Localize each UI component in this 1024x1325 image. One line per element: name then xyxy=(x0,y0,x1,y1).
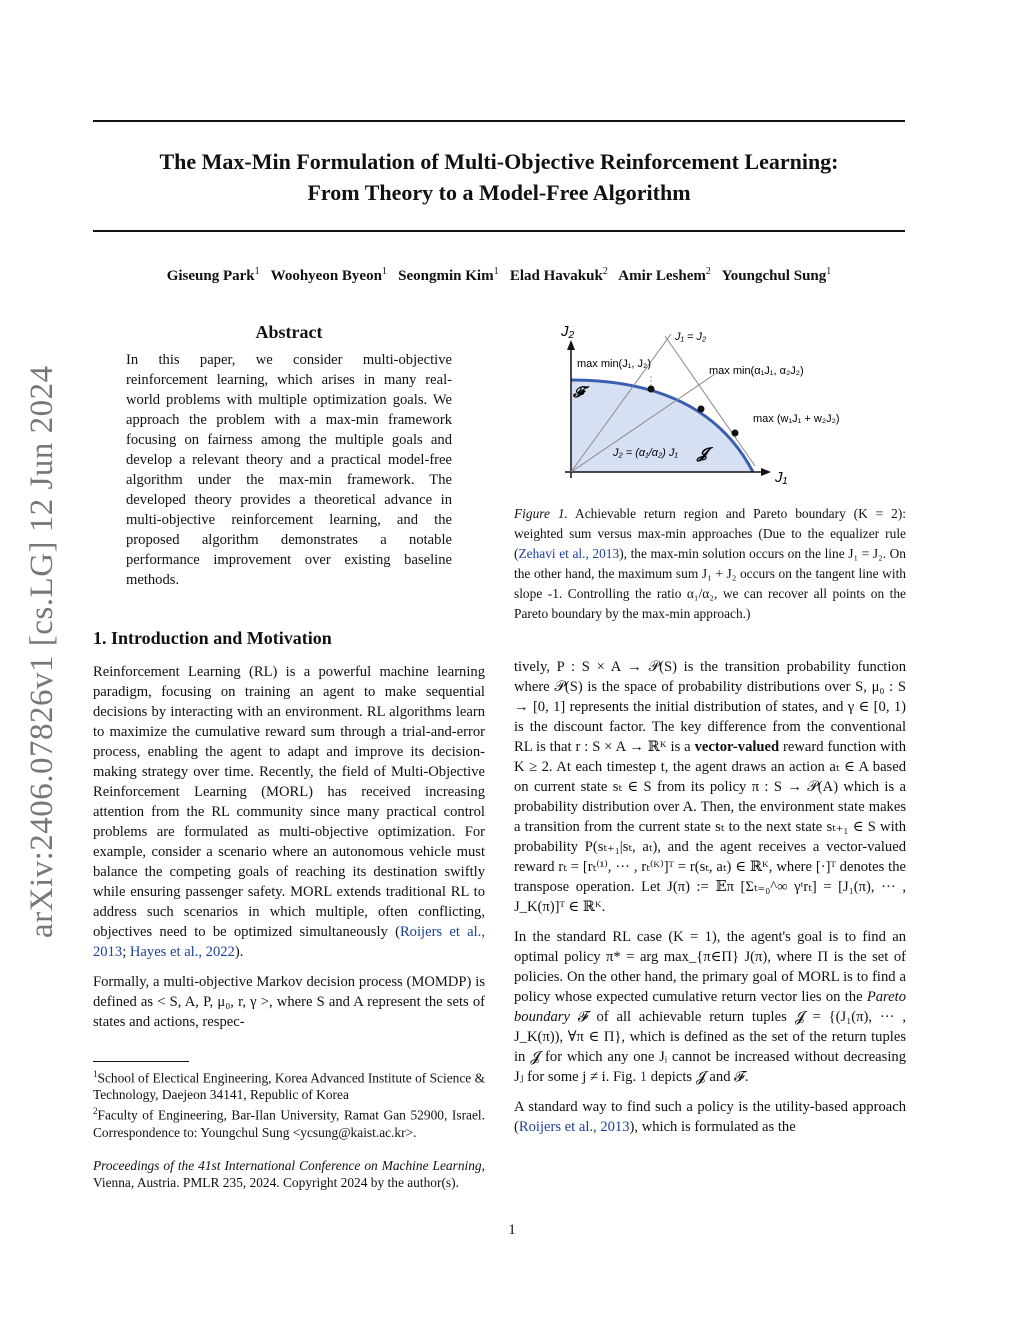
citation-link[interactable]: Hayes et al., 2022 xyxy=(129,944,235,960)
page-number: 1 xyxy=(508,1222,516,1238)
paper-title xyxy=(93,146,905,208)
title-line-1: The Max-Min Formulation of Multi-Objective Reinforcement Learning: xyxy=(159,149,839,174)
figure-reference-link[interactable]: 1 xyxy=(639,1069,648,1085)
author: Woohyeon Byeon$^1$ xyxy=(270,266,387,284)
figure-pareto-boundary xyxy=(555,318,855,493)
left-column-body xyxy=(93,662,485,1032)
return-region-label: 𝓙 xyxy=(697,445,708,462)
footnote-1: $^1$School of Electical Engineering, Korea Advanced Institute of Science & Technology, Daejeon 34141, Republic of Korea xyxy=(93,1069,485,1103)
footnotes xyxy=(93,1066,485,1191)
author-list xyxy=(93,266,905,285)
footnote-2: $^2$Faculty of Engineering, Bar-Ilan University, Ramat Gan 52900, Israel. Correspondence to: Youngchul Sung <ycsung@kaist.ac.kr>. xyxy=(93,1106,485,1140)
ratio-line-label: J₂ = (α₁/α₂) J₁ xyxy=(613,447,678,459)
caption-label: Figure 1. xyxy=(514,506,568,521)
maxmin-label: max min(J₁, J₂) xyxy=(577,358,651,370)
y-axis-label: J₂ xyxy=(561,323,575,340)
proceedings-note: Proceedings of the 41st International Conference on Machine Learning, Vienna, Austria. PMLR 235, 2024. Copyright 2024 by the author(s). xyxy=(93,1157,485,1190)
weighted-sum-point xyxy=(732,430,739,437)
pareto-region-label: 𝓕 xyxy=(573,384,585,401)
title-bottom-rule xyxy=(93,230,905,232)
intro-paragraph-1: Reinforcement Learning (RL) is a powerful machine learning paradigm, focusing on training an agent to make sequential decisions by interacting with an environment. RL algorithms learn to maximize the cumulative reward sum through a trial-and-error process, enabling the agent to adapt and improve its decision-making strategy over time. Recently, the field of Multi-Objective Reinforcement Learning (MORL) has received increasing attention from the RL community since many practical control problems are formulated as multi-objective optimization. For example, consider a scenario where an autonomous vehicle must balance the competing goals of reaching its destination swiftly while ensuring passenger safety. MORL extends traditional RL to address such scenarios in which multiple, often conflicting, objectives need to be optimized simultaneously (Roijers et al., 2013; Hayes et al., 2022). xyxy=(93,664,485,960)
x-axis-arrow xyxy=(761,468,771,476)
weighted-maxmin-label: max min(α₁J₁, α₂J₂) xyxy=(709,365,804,377)
right-paragraph-3: A standard way to find such a policy is the utility-based approach (Roijers et al., 2013), which is formulated as the xyxy=(514,1099,906,1135)
figure-caption: Figure 1. Achievable return region and Pareto boundary (K = 2): weighted sum versus max-min approaches (Due to the equalizer rule (Zehavi et al., 2013), the max-min solution occurs on the line J₁ = J₂. On the other hand, the maximum sum J₁ + J₂ occurs on the tangent line with slope -1. Controlling the ratio α₁/α₂, we can recover all points on the Pareto boundary by the max-min approach.) xyxy=(514,506,906,621)
maxmin-point xyxy=(648,386,655,393)
section-heading: 1. Introduction and Motivation xyxy=(93,628,332,648)
equal-line-label: J₁ = J₂ xyxy=(675,331,707,343)
author: Seongmin Kim$^1$ xyxy=(398,266,499,284)
abstract-text: In this paper, we consider multi-objective reinforcement learning, which arises in many real-world problems with multiple optimization goals. We approach the problem with a max-min framework focusing on fairness among the multiple goals and develop a relevant theory and a practical model-free algorithm under the max-min framework. The developed theory provides a theoretical advance in multi-objective reinforcement learning, and the proposed algorithm demonstrates a notable performance improvement over existing baseline methods. xyxy=(126,352,452,588)
right-paragraph-1: tively, P : S × A → 𝒫(S) is the transition probability function where 𝒫(S) is the space of probability distributions over S, μ₀ : S → [0, 1] represents the initial distribution of states, and γ ∈ [0, 1) is the discount factor. The key difference from the conventional RL is that r : S × A → ℝᴷ is a vector-valued reward function with K ≥ 2. At each timestep t, the agent draws an action aₜ ∈ A based on current state sₜ ∈ S from its policy π : S → 𝒫(A) which is a probability distribution over A. Then, the environment state makes a transition from the current state sₜ to the next state sₜ₊₁ ∈ S with probability P(sₜ₊₁|sₜ, aₜ), and the agent receives a vector-valued reward rₜ = [rₜ⁽¹⁾, ··· , rₜ⁽ᴷ⁾]ᵀ = r(sₜ, aₜ) ∈ ℝᴷ, where [·]ᵀ denotes the transpose operation. Let J(π) := 𝔼π [Σₜ₌₀^∞ γᵗrₜ] = [J₁(π), ··· , J_K(π)]ᵀ ∈ ℝᴷ. xyxy=(514,659,906,915)
x-axis-label: J₁ xyxy=(775,469,788,486)
author: Amir Leshem$^2$ xyxy=(618,266,711,284)
author: Elad Havakuk$^2$ xyxy=(509,266,608,284)
y-axis-arrow xyxy=(567,340,575,350)
right-paragraph-2: In the standard RL case (K = 1), the agent's goal is to find an optimal policy π* = arg max_{π∈Π} J(π), where Π is the set of policies. On the other hand, the primary goal of MORL is to find a policy whose expected cumulative return vector lies on the Pareto boundary 𝓕 of all achievable return tuples 𝓙 = {(J₁(π), ··· , J_K(π)), ∀π ∈ Π}, which is defined as the set of the return tuples in 𝓙 for which any one Jᵢ cannot be increased without decreasing Jⱼ for some j ≠ i. Fig. 1 depicts 𝓙 and 𝓕. xyxy=(514,929,906,1085)
abstract-heading: Abstract xyxy=(255,322,323,342)
footnote-rule xyxy=(93,1061,189,1062)
title-top-rule xyxy=(93,120,905,122)
abstract-body xyxy=(126,350,452,590)
author: Youngchul Sung$^1$ xyxy=(721,266,832,284)
weighted-maxmin-point xyxy=(698,406,705,413)
intro-paragraph-2: Formally, a multi-objective Markov decision process (MOMDP) is defined as < S, A, P, μ₀, r, γ >, where S and A represent the sets of states and actions, respec- xyxy=(93,974,485,1030)
citation-link[interactable]: Zehavi et al., 2013 xyxy=(518,546,620,561)
title-line-2: From Theory to a Model-Free Algorithm xyxy=(307,180,691,205)
right-column-body xyxy=(514,657,906,1137)
author: Giseung Park$^1$ xyxy=(166,266,260,284)
arxiv-stamp: arXiv:2406.07826v1 [cs.LG] 12 Jun 2024 xyxy=(24,365,60,938)
citation-link[interactable]: Roijers et al., 2013 xyxy=(518,1119,630,1135)
weighted-sum-label: max (w₁J₁ + w₂J₂) xyxy=(753,413,840,425)
citation-link[interactable]: Roijers et al., 2013 xyxy=(93,924,485,960)
